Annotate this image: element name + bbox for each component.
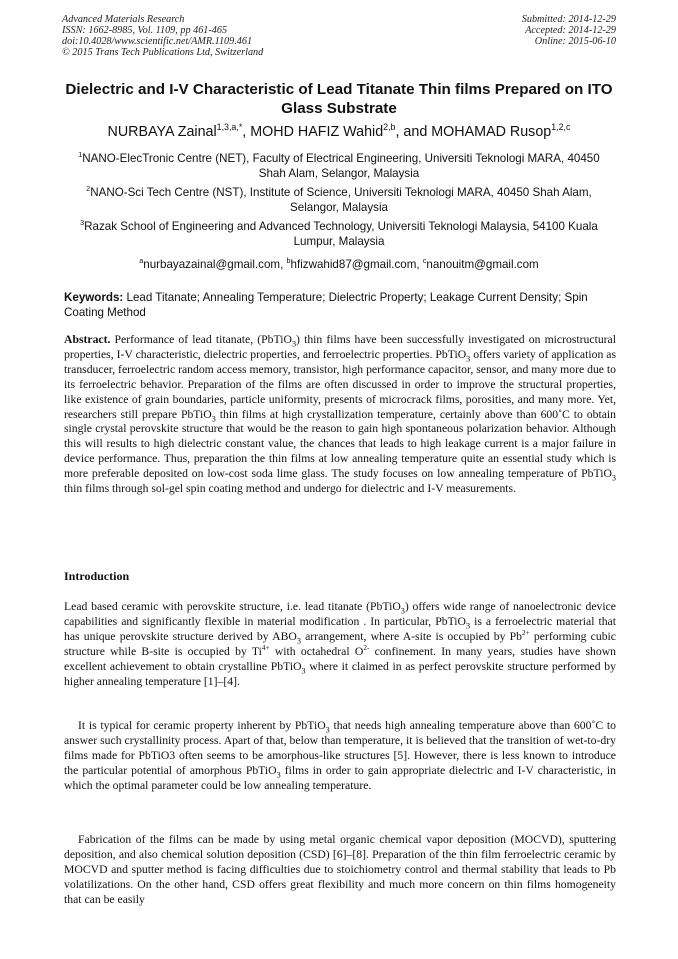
paragraph-text: Lead based ceramic with perovskite structure, i.e. lead titanate (PbTiO	[64, 600, 401, 613]
email-address[interactable]: nurbayazainal@gmail.com	[143, 258, 281, 271]
email-marker: b	[286, 256, 291, 266]
paragraph-text: where it claimed in as perfect perovskite structure performed by higher annealing temperature [1]–[4].	[64, 659, 616, 688]
paragraph-text: arrangement, where A-site is occupied by Pb	[300, 629, 523, 643]
author-affil-sup: 1,3,a,*	[216, 122, 243, 133]
abstract-text: ) thin films have been successfully investigated on microstructural properties, I-V characteristic, dielectric properties, and ferroelectric properties. PbTiO	[64, 333, 616, 361]
issn-line: ISSN: 1662-8985, Vol. 1109, pp 461-465	[62, 25, 228, 36]
affiliation-1	[66, 151, 612, 181]
subscript: 3	[325, 725, 330, 735]
author-name: NURBAYA Zainal	[107, 124, 217, 140]
subscript: 3	[400, 606, 405, 616]
abstract-text: Performance of lead titanate, (PbTiO	[110, 333, 292, 346]
affiliation-number: 3	[80, 218, 85, 228]
superscript: 4+	[261, 643, 270, 652]
paragraph-text: It is typical for ceramic property inherent by PbTiO	[78, 719, 326, 732]
subscript: 3	[466, 621, 471, 631]
affiliation-number: 1	[78, 150, 83, 160]
subscript: 3	[211, 413, 216, 423]
author-name: MOHAMAD Rusop	[431, 124, 552, 140]
keywords-text: Lead Titanate; Annealing Temperature; Dielectric Property; Leakage Current Density; Spin Coating Method	[64, 291, 588, 319]
paper-title: Dielectric and I-V Characteristic of Lead Titanate Thin films Prepared on ITO Glass Substrate	[65, 81, 613, 117]
author-separator: ,	[242, 124, 251, 140]
online-date: Online: 2015-06-10	[534, 36, 616, 47]
doi-line: doi:10.4028/www.scientific.net/AMR.1109.461	[62, 36, 253, 47]
paragraph-text: ) offers wide range of nanoelectronic device capabilities and significantly flexible in material modification . In particular, PbTiO	[64, 600, 616, 628]
affiliation-number: 2	[86, 184, 91, 194]
superscript: 2+	[522, 628, 530, 637]
superscript: 2-	[363, 643, 370, 652]
subscript: 3	[611, 473, 616, 483]
paragraph-text: with octahedral O	[269, 644, 364, 658]
author-list	[40, 123, 638, 141]
subscript: 3	[296, 636, 301, 646]
email-marker: a	[139, 256, 144, 266]
abstract-text: thin films through sol-gel spin coating method and undergo for dielectric and I-V measurements.	[64, 482, 517, 496]
subscript: 3	[466, 354, 471, 364]
abstract	[64, 333, 616, 497]
paragraph-text: performing cubic structure while B-site is occupied by Ti	[64, 629, 616, 658]
subscript: 3	[276, 770, 281, 780]
submitted-date: Submitted: 2014-12-29	[521, 14, 616, 25]
abstract-label: Abstract.	[64, 333, 111, 346]
accepted-date: Accepted: 2014-12-29	[525, 25, 616, 36]
intro-paragraph-3: Fabrication of the films can be made by using metal organic chemical vapor deposition (MOCVD), sputtering deposition, and also chemical solution deposition (CSD) [6]–[8]. Preparation of the thin film ferroelectric ceramic by MOCVD and sputter method is facing difficulties due to stoichiometry control and thermal stability that leads to Pb volatilizations. On the other hand, CSD offers great flexibility and much more concern on thin films homogeneity that can be easily	[64, 833, 616, 906]
affiliation-2	[66, 185, 612, 215]
keywords-label: Keywords:	[64, 291, 124, 304]
submission-dates	[522, 14, 616, 47]
intro-paragraph-1	[64, 600, 616, 689]
email-address[interactable]: hfizwahid87@gmail.com	[290, 258, 417, 271]
journal-name: Advanced Materials Research	[62, 14, 185, 25]
affiliation-3	[66, 219, 612, 249]
email-separator: ,	[416, 258, 423, 271]
intro-paragraph-2	[64, 719, 616, 794]
abstract-text: thin films at high crystallization temperature, certainly above than 600˚C to obtain single crystal perovskite structure that would be the reason to gain high spontaneous polarization behavior. Although this will results to high dielectric constant value, the chances that leads to high leakage current is a major failure in device performance. Thus, preparation the thin films at low annealing temperature quite an essential study which is more preferable deposited on low-cost soda lime glass. The study focuses on low annealing temperature of PbTiO	[64, 407, 616, 481]
section-heading-introduction: Introduction	[64, 569, 130, 583]
journal-info	[62, 14, 263, 58]
email-marker: c	[422, 256, 427, 266]
subscript: 3	[291, 339, 297, 349]
author-affil-sup: 1,2,c	[551, 122, 571, 133]
author-affil-sup: 2,b	[383, 122, 396, 133]
affiliation-text: NANO-Sci Tech Centre (NST), Institute of Science, Universiti Teknologi MARA, 40450 Shah Alam, Selangor, Malaysia	[90, 186, 592, 214]
affiliation-text: Razak School of Engineering and Advanced Technology, Universiti Teknologi Malaysia, 54100 Kuala Lumpur, Malaysia	[84, 220, 598, 248]
keywords	[64, 290, 616, 320]
author-name: MOHD HAFIZ Wahid	[250, 124, 384, 140]
email-separator: ,	[280, 258, 287, 271]
paragraph-text: is a ferroelectric material that has unique perovskite structure derived by ABO	[64, 614, 616, 643]
abstract-text: offers variety of application as transducer, ferroelectric random access memory, transistor, high performance capacitor, sensor, and many more due to its ferroelectric behavior. Preparation of the films are often discussed in order to improve the structural properties, like existence of grain boundaries, particle uniformity, presents of microcrack films, porosities, and many more. Yet, researchers still prepare PbTiO	[64, 347, 616, 421]
paragraph-text: that needs high annealing temperature above than 600˚C to answer such crystallinity process. Apart of that, below than temperature, it is believed that the transition of wet-to-dry films made for PbTiO3 often seems to be amorphous-like structures [5]. However, there is less known to introduce the particular potential of amorphous PbTiO	[64, 719, 616, 777]
email-address[interactable]: nanouitm@gmail.com	[426, 258, 539, 271]
copyright-line: © 2015 Trans Tech Publications Ltd, Switzerland	[62, 47, 264, 58]
paragraph-text: films in order to gain appropriate dielectric and I-V characteristic, in which the optimal parameter could be low annealing temperature.	[64, 763, 616, 792]
author-separator: , and	[395, 124, 432, 140]
affiliation-text: NANO-ElecTronic Centre (NET), Faculty of Electrical Engineering, Universiti Teknologi MARA, 40450 Shah Alam, Selangor, Malaysia	[82, 152, 600, 180]
email-line	[40, 258, 638, 272]
paragraph-text: confinement. In many years, studies have shown excellent achievement to obtain crystalline PbTiO	[64, 644, 616, 673]
subscript: 3	[301, 665, 306, 675]
